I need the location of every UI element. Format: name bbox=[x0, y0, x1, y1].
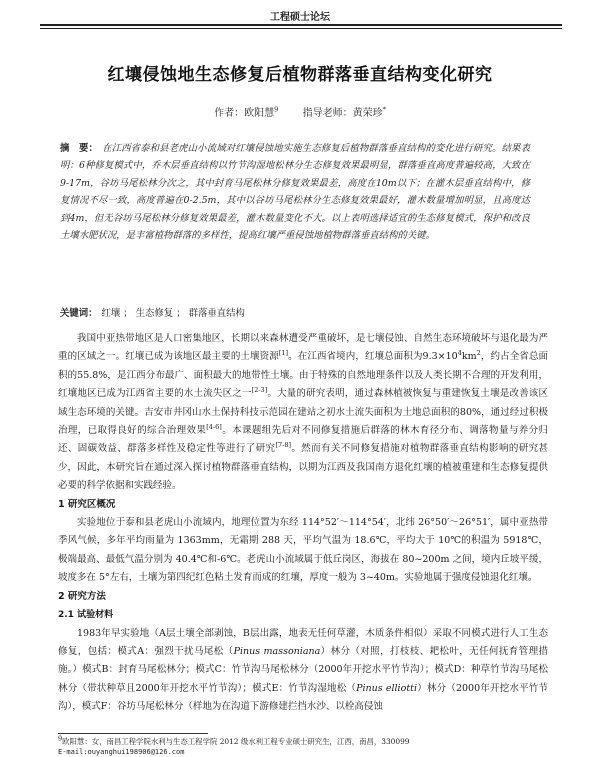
footnote-email: E-mail:ouyanghui198906@126.com bbox=[58, 748, 185, 756]
exponent: 2 bbox=[476, 349, 481, 358]
citation: [7-8] bbox=[275, 441, 291, 450]
keyword-separator: ； bbox=[176, 308, 186, 319]
text-run: 。大量的研究表明，通过森林植被恢复与重建恢复土壤是改善该区域生态环境的关键。吉安市井冈山水土保持科技示范园在建站之初水土流失面积为土地总面积的80%，通过经过积极治理，已取得良好的综合治理效果 bbox=[58, 388, 548, 437]
advisor-mark: * bbox=[382, 105, 386, 114]
footnote-mark: 9 bbox=[58, 734, 63, 743]
footnote-rule bbox=[58, 733, 208, 734]
keyword: 群落垂直结构 bbox=[188, 308, 245, 319]
citation: [2-3] bbox=[251, 386, 268, 395]
section-heading: 1 研究区概况 bbox=[58, 498, 116, 510]
advisor-name: 黄荣珍 bbox=[352, 108, 383, 119]
keywords-label: 关键词： bbox=[60, 308, 98, 319]
text-run: ）林分（2000年开挖水平竹节沟），模式F：谷坊马尾松林分（样地为在沟道下游修建拦挡水沙、以栓高侵蚀 bbox=[58, 682, 548, 713]
text-run: 。在江西省境内，红壤总面积为9.3×10 bbox=[288, 351, 458, 363]
species-name: Pinus elliotti bbox=[356, 682, 417, 694]
study-area-paragraph: 实验地位于泰和县老虎山小流域内，地理位置为东经 114°52′～114°54′，北纬 26°50′～26°51′，属中亚热带季风气候，多年平均雨量为 1363mm，无霜期 288 天，平均气温为 18.6℃，平均大于 10℃的积温为 5918℃，极端最高、最低气温分别为 40.4℃和-6℃。老虎山小流域属于低丘岗区，海拔在 80~200m 之间，境内丘坡平缓，坡度多在 5°左右，土壤为第四纪红色粘土发育而成的红壤，厚度一般为 3~40m。实验地属于强度侵蚀退化红壤。 bbox=[58, 517, 548, 584]
advisor-label: 指导老师： bbox=[302, 108, 353, 119]
abstract bbox=[60, 140, 530, 244]
abstract-label: 摘 要： bbox=[60, 143, 99, 154]
header-rule bbox=[40, 24, 562, 26]
text-run: km bbox=[461, 351, 477, 363]
species-name: Pinus massoniana bbox=[233, 645, 321, 657]
keyword: 生态修复 bbox=[135, 308, 174, 319]
article-title: 红壤侵蚀地生态修复后植物群落垂直结构变化研究 bbox=[107, 65, 493, 85]
citation: [4-6] bbox=[206, 422, 222, 431]
keyword: 红壤 bbox=[101, 308, 121, 319]
exponent: 4 bbox=[457, 349, 462, 358]
running-head: 工程硕士论坛 bbox=[270, 12, 330, 23]
text-run: 1983年早实验地（A层土壤全部剥蚀，B层出露，地表无任何草灌，木质条件相似）采取不同模式进行人工生态修复，包括：模式A：强烈干扰马尾松（ bbox=[58, 627, 548, 657]
text-run: ）林分（对照，打枝枝、耙松叶，无任何抚育管理措施。）模式B：封育马尾松林分；模式C：竹节沟马尾松林分（2000年开挖水平竹节沟）；模式D：种草竹节沟马尾松林分（带状种草且2000年开挖水平竹节沟）；模式E：竹节沟湿地松（ bbox=[58, 645, 548, 694]
text-run: 。然而有关不同修复措施对植物群落垂直结构影响的研究甚少，因此，本研究旨在通过深入探讨植物群落垂直结构，以期为江西及我国南方退化红壤的植被重建和生态修复提供必要的科学依据和实践经验。 bbox=[58, 443, 548, 492]
text-run: 。本课题组先后对不同修复措施后群落的林木育径分布、调落物量与养分归还、固碳效益、群落多样性及稳定性等进行了研究 bbox=[58, 425, 548, 455]
footnote bbox=[58, 734, 558, 757]
materials-paragraph bbox=[58, 625, 548, 717]
abstract-text: 在江西省泰和县老虎山小流域对红壤侵蚀地实施生态修复后植物群落垂直结构的变化进行研究。结果表明：6种修复模式中，乔木层垂直结构以竹节沟湿地松林分生态修复效果最明显，群落垂直高度普遍较高，大致在9-17m，谷坊马尾松林分次之，其中封育马尾松林分修复效果最差，高度在10m以下；在灌木层垂直结构中，修复情况不尽一致，高度普遍在0-2.5m，其中以谷坊马尾松林分生态修复效果最好，灌木数量增加明显，且高度达到4m，但无谷坊马尾松林分修复效果最差，灌木数量变化不大。以上表明选择适宜的生态修复模式，保护和改良土壤水肥状况，是丰富植物群落的多样性，提高红壤严重侵蚀地植物群落垂直结构的关键。 bbox=[60, 143, 530, 242]
body-text bbox=[58, 330, 548, 717]
text-run: ，约占全省总面积的55.8%，是江西分布最广、面积最大的地带性土壤。由于特殊的自然地理条件以及人类长期不合理的开发利用，红壤地区已成为江西省主要的水土流失区之一 bbox=[58, 351, 548, 400]
keyword-separator: ； bbox=[123, 308, 133, 319]
keywords bbox=[60, 305, 530, 319]
text-run: 我国中亚热带地区是人口密集地区，长期以来森林遭受严重破坏，是七壤侵蚀、自然生态环境破坏与退化最为严重的区域之一。红壤已成为该地区最主要的土壤资源 bbox=[58, 333, 548, 363]
section-heading: 2 研究方法 bbox=[58, 590, 106, 602]
citation: [1] bbox=[278, 349, 289, 358]
author-name: 欧阳慧 bbox=[244, 108, 275, 119]
header-rule-thin bbox=[40, 28, 562, 29]
author-label: 作者： bbox=[214, 108, 245, 119]
subsection-heading: 2.1 试验材料 bbox=[58, 610, 114, 621]
intro-paragraph bbox=[58, 330, 548, 496]
author-footnote-mark: 9 bbox=[274, 105, 279, 114]
footnote-text: 欧阳慧：女，南昌工程学院水利与生态工程学院 2012 级水利工程专业硕士研究生，江西，南昌，330099 bbox=[62, 737, 410, 746]
byline bbox=[0, 104, 600, 119]
